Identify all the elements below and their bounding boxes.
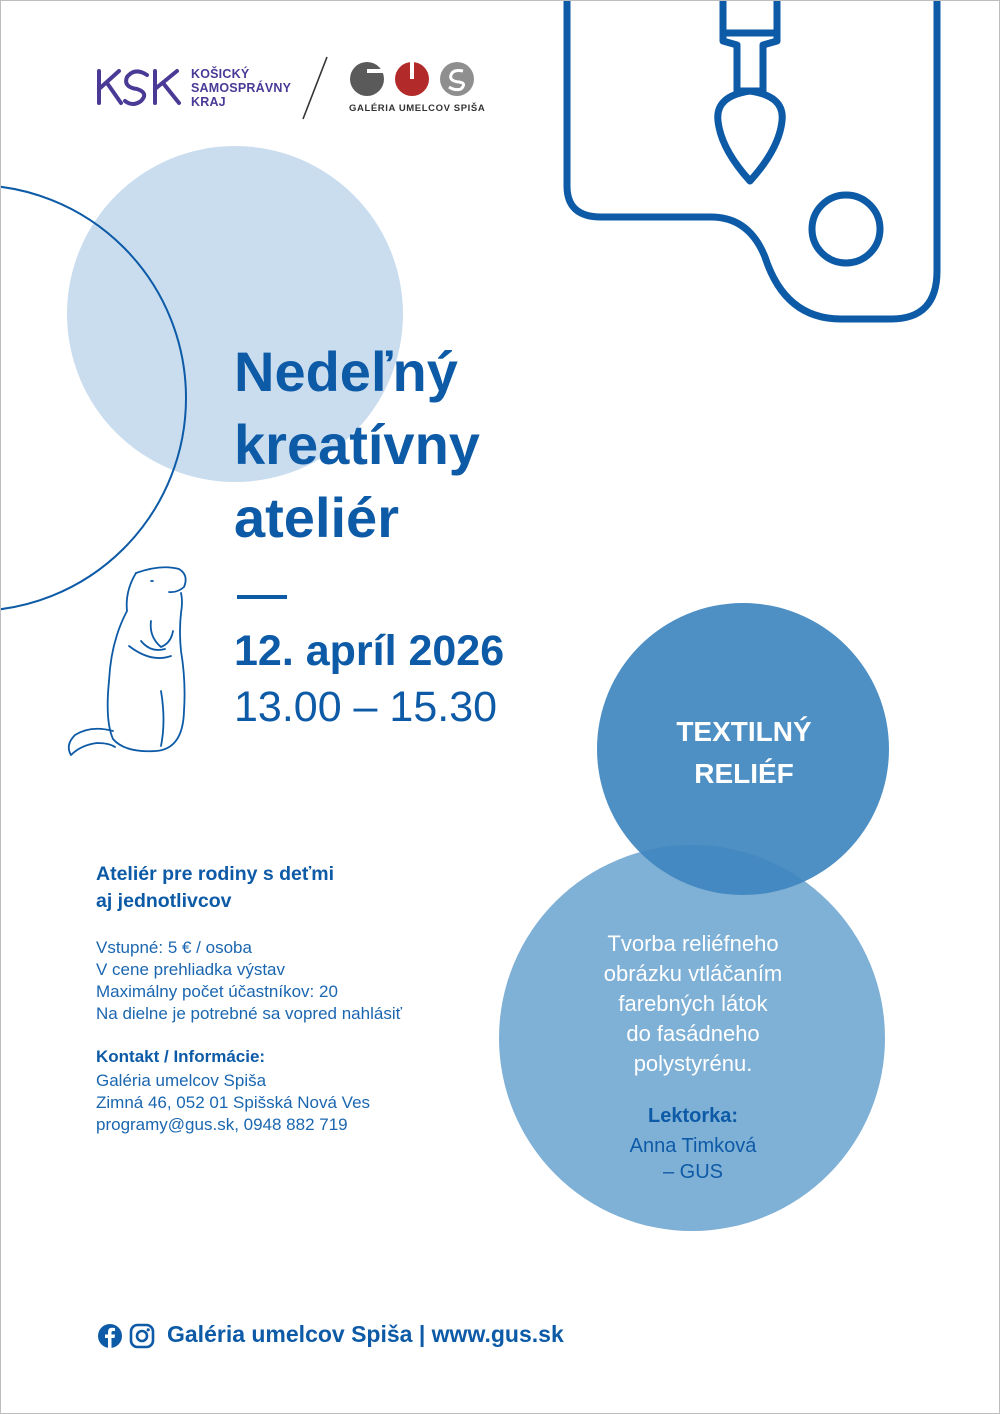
workshop-description <box>543 929 843 1079</box>
ksk-line: KOŠICKÝ <box>191 67 250 81</box>
detail-line: Maximálny počet účastníkov: 20 <box>96 982 338 1001</box>
lecturer-line: – GUS <box>662 1161 724 1183</box>
event-title <box>234 335 634 554</box>
workshop-name-line: TEXTILNÝ <box>676 716 812 747</box>
marmot-illustration <box>69 567 186 755</box>
contact-heading: Kontakt / Informácie: <box>96 1047 266 1066</box>
description-line: farebných látok <box>618 991 768 1016</box>
audience-line: Ateliér pre rodiny s deťmi <box>96 863 334 885</box>
description-line: do fasádneho <box>626 1021 760 1046</box>
lecturer-label: Lektorka: <box>647 1105 739 1127</box>
ksk-line: KRAJ <box>191 95 226 109</box>
ksk-logo-text <box>191 67 291 109</box>
title-line: ateliér <box>234 486 399 549</box>
audience-line: aj jednotlivcov <box>96 890 232 912</box>
paintbrush-illustration <box>567 1 937 319</box>
instagram-icon[interactable] <box>129 1323 155 1349</box>
description-line: obrázku vtláčaním <box>603 961 783 986</box>
event-date: 12. apríl 2026 <box>234 627 505 675</box>
detail-line: Vstupné: 5 € / osoba <box>96 938 252 957</box>
footer-link[interactable]: Galéria umelcov Spiša | www.gus.sk <box>167 1321 564 1347</box>
decorative-background <box>1 1 1000 1414</box>
facebook-icon[interactable] <box>97 1323 123 1349</box>
contact-details <box>96 1070 370 1136</box>
audience-heading <box>96 861 334 915</box>
title-line: kreatívny <box>234 413 480 476</box>
event-time: 13.00 – 15.30 <box>234 683 498 731</box>
ksk-line: SAMOSPRÁVNY <box>191 81 292 95</box>
detail-line: V cene prehliadka výstav <box>96 960 285 979</box>
gus-logo-text: GALÉRIA UMELCOV SPIŠA <box>349 103 486 114</box>
description-line: polystyrénu. <box>633 1051 753 1076</box>
event-details <box>96 937 402 1025</box>
gus-logo-icon <box>349 61 475 97</box>
workshop-name-line: RELIÉF <box>694 758 794 789</box>
contact-email-phone[interactable]: programy@gus.sk, 0948 882 719 <box>96 1115 348 1134</box>
logo-divider <box>301 55 329 121</box>
lecturer-line: Anna Timková <box>629 1135 757 1157</box>
detail-line: Na dielne je potrebné sa vopred nahlásiť <box>96 1004 402 1023</box>
ksk-logo-icon <box>95 67 185 107</box>
lecturer-name <box>543 1133 843 1185</box>
workshop-name <box>599 711 889 795</box>
contact-line: Galéria umelcov Spiša <box>96 1071 267 1090</box>
description-line: Tvorba reliéfneho <box>607 931 779 956</box>
title-divider <box>237 595 287 599</box>
contact-line: Zimná 46, 052 01 Spišská Nová Ves <box>96 1093 371 1112</box>
title-line: Nedeľný <box>234 340 458 403</box>
